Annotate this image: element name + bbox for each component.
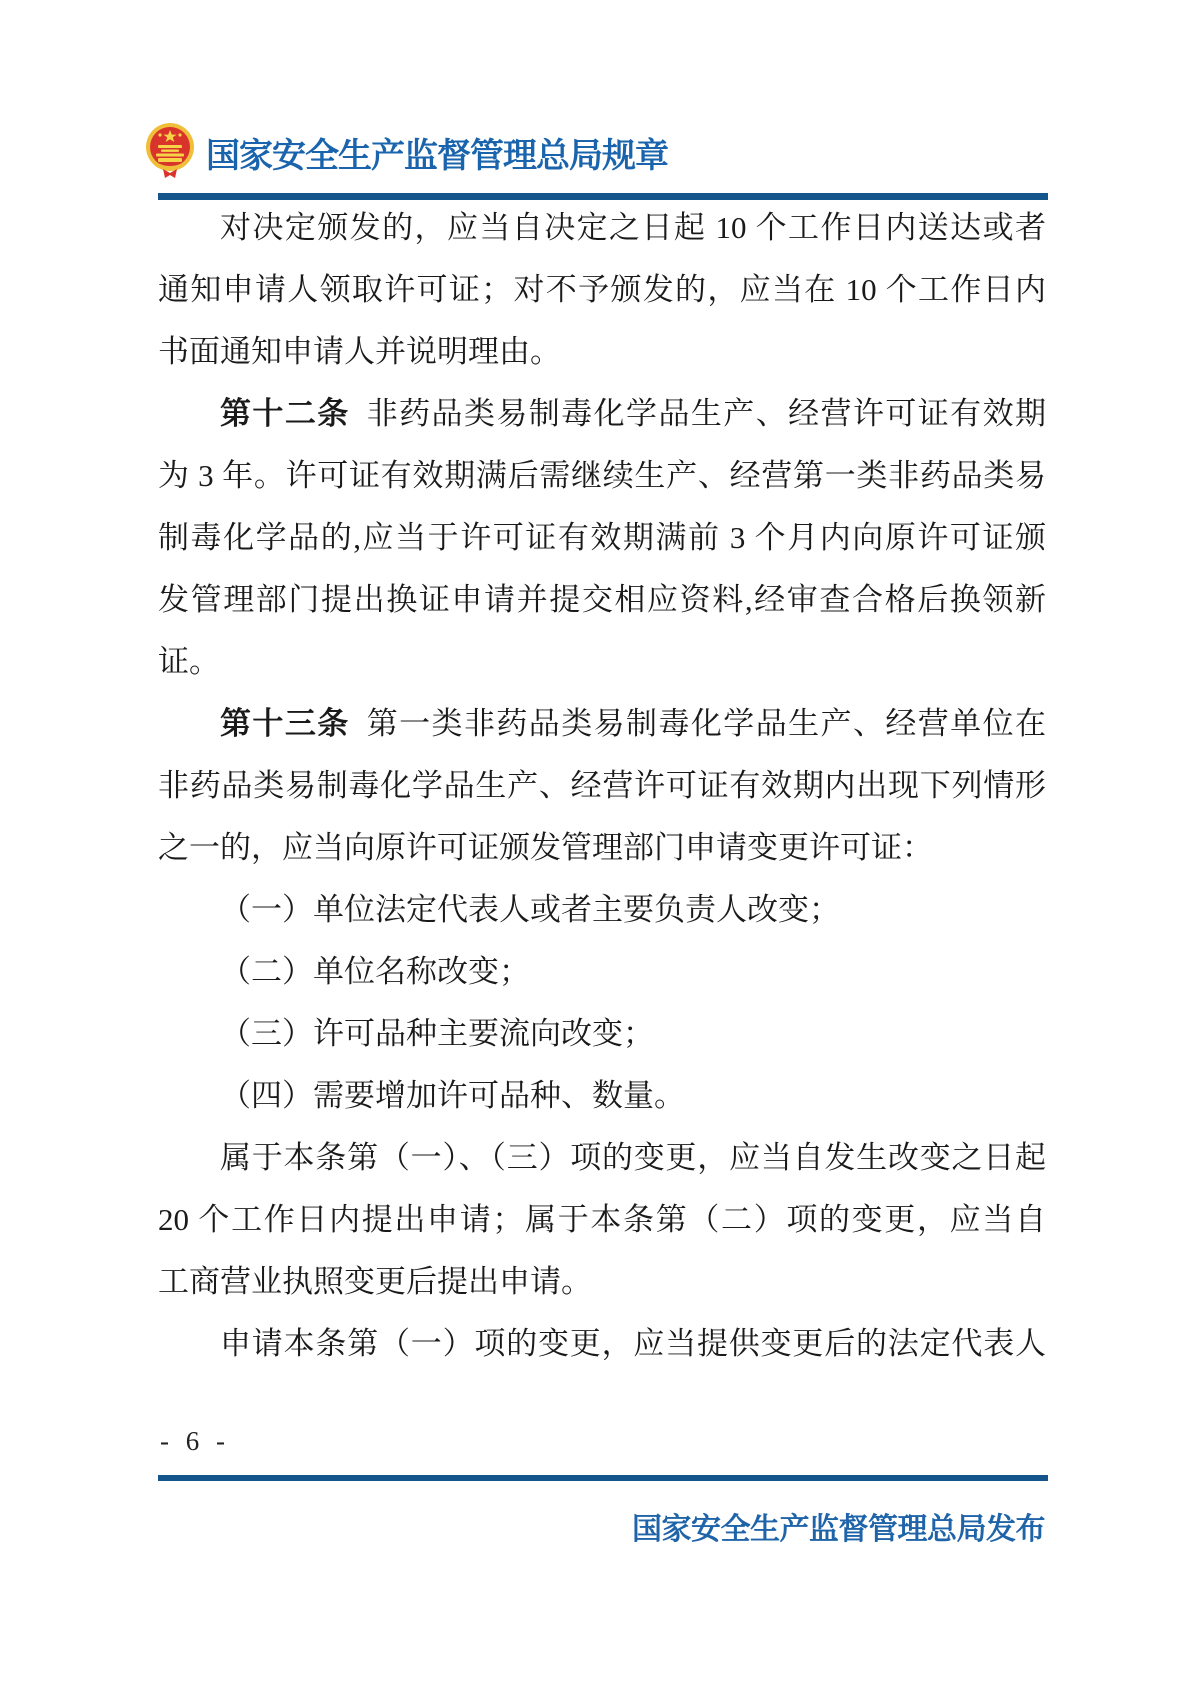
body-line bbox=[158, 879, 1046, 941]
body-line bbox=[158, 1003, 1046, 1065]
article-number: 第十三条 bbox=[220, 706, 350, 741]
body-line-text: （四）需要增加许可品种、数量。 bbox=[220, 1078, 685, 1113]
body-line-text: 非药品类易制毒化学品生产、经营许可证有效期 bbox=[366, 396, 1046, 431]
body-line bbox=[158, 693, 1046, 755]
body-line bbox=[158, 507, 1046, 569]
body-line-text: 非药品类易制毒化学品生产、经营许可证有效期内出现下列情形 bbox=[158, 768, 1046, 803]
body-line bbox=[158, 817, 1046, 879]
page-number: - 6 - bbox=[160, 1426, 227, 1456]
body-line-text: 证。 bbox=[158, 644, 220, 679]
body-line bbox=[158, 1189, 1046, 1251]
body-line bbox=[158, 1313, 1046, 1375]
article-number: 第十二条 bbox=[220, 396, 350, 431]
body-line bbox=[158, 383, 1046, 445]
body-line-text: （三）许可品种主要流向改变； bbox=[220, 1016, 654, 1051]
body-line-text: 发管理部门提出换证申请并提交相应资料,经审查合格后换领新 bbox=[158, 582, 1046, 617]
body-line bbox=[158, 631, 1046, 693]
national-emblem-icon bbox=[145, 121, 195, 179]
body-line-text: 之一的，应当向原许可证颁发管理部门申请变更许可证： bbox=[158, 830, 933, 865]
body-line bbox=[158, 941, 1046, 1003]
footer-divider-line bbox=[158, 1475, 1048, 1481]
body-line-text: 申请本条第（一）项的变更，应当提供变更后的法定代表人 bbox=[220, 1326, 1046, 1361]
body-line bbox=[158, 755, 1046, 817]
footer-publisher: 国家安全生产监督管理总局发布 bbox=[632, 1513, 1045, 1546]
document-body bbox=[158, 197, 1046, 1375]
body-line bbox=[158, 1065, 1046, 1127]
body-line-text: 书面通知申请人并说明理由。 bbox=[158, 334, 561, 369]
body-line bbox=[158, 445, 1046, 507]
body-line bbox=[158, 1251, 1046, 1313]
body-line bbox=[158, 321, 1046, 383]
body-line-text: 属于本条第（一）、（三）项的变更，应当自发生改变之日起 bbox=[220, 1140, 1046, 1175]
body-line-text: 对决定颁发的，应当自决定之日起 10 个工作日内送达或者 bbox=[220, 210, 1046, 245]
body-line-text: 20 个工作日内提出申请；属于本条第（二）项的变更，应当自 bbox=[158, 1202, 1046, 1237]
body-line-text: 工商营业执照变更后提出申请。 bbox=[158, 1264, 592, 1299]
body-line-text: 制毒化学品的,应当于许可证有效期满前 3 个月内向原许可证颁 bbox=[158, 520, 1046, 555]
body-line-text: （二）单位名称改变； bbox=[220, 954, 530, 989]
body-line bbox=[158, 1127, 1046, 1189]
body-line-text: 第一类非药品类易制毒化学品生产、经营单位在 bbox=[366, 706, 1046, 741]
document-header-title: 国家安全生产监督管理总局规章 bbox=[206, 137, 668, 175]
body-line bbox=[158, 569, 1046, 631]
body-line-text: （一）单位法定代表人或者主要负责人改变； bbox=[220, 892, 840, 927]
body-line-text: 为 3 年。许可证有效期满后需继续生产、经营第一类非药品类易 bbox=[158, 458, 1046, 493]
body-line bbox=[158, 197, 1046, 259]
body-line-text: 通知申请人领取许可证；对不予颁发的，应当在 10 个工作日内 bbox=[158, 272, 1046, 307]
body-line bbox=[158, 259, 1046, 321]
